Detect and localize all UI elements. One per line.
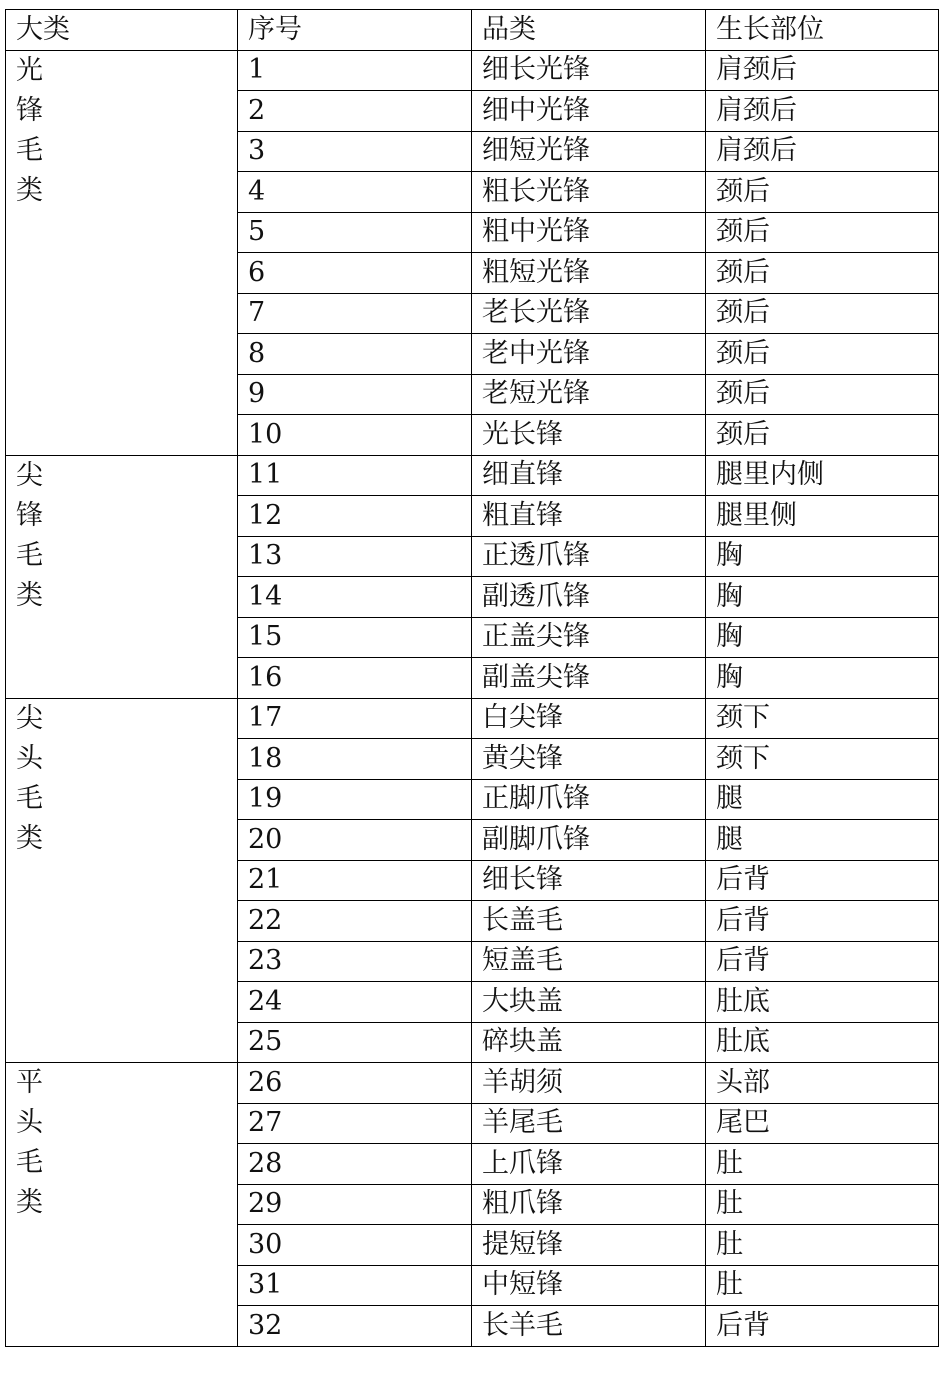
variety-cell: 正脚爪锋 [472,779,706,820]
variety-cell: 光长锋 [472,415,706,456]
growth-location-cell: 肚 [706,1225,939,1266]
variety-cell: 黄尖锋 [472,739,706,780]
header-variety: 品类 [472,10,706,51]
growth-location-cell: 胸 [706,658,939,699]
category-label: 尖 头 毛 类 [16,702,43,854]
row-number: 9 [238,374,472,415]
growth-location-cell: 后背 [706,941,939,982]
row-number: 12 [238,496,472,537]
growth-location-cell: 肩颈后 [706,91,939,132]
row-number: 5 [238,212,472,253]
row-number: 30 [238,1225,472,1266]
growth-location-cell: 颈后 [706,415,939,456]
row-number: 14 [238,577,472,618]
variety-cell: 长羊毛 [472,1306,706,1347]
growth-location-cell: 肚底 [706,1022,939,1063]
header-category: 大类 [6,10,238,51]
variety-cell: 粗短光锋 [472,253,706,294]
table-body [6,50,939,1346]
growth-location-cell: 肚 [706,1184,939,1225]
row-number: 23 [238,941,472,982]
variety-cell: 副脚爪锋 [472,820,706,861]
row-number: 1 [238,50,472,91]
header-row [6,10,939,51]
growth-location-cell: 胸 [706,617,939,658]
row-number: 21 [238,860,472,901]
variety-cell: 细短光锋 [472,131,706,172]
row-number: 32 [238,1306,472,1347]
variety-cell: 短盖毛 [472,941,706,982]
growth-location-cell: 肚 [706,1144,939,1185]
variety-cell: 老中光锋 [472,334,706,375]
variety-cell: 粗中光锋 [472,212,706,253]
growth-location-cell: 后背 [706,860,939,901]
variety-cell: 大块盖 [472,982,706,1023]
row-number: 7 [238,293,472,334]
variety-cell: 粗长光锋 [472,172,706,213]
variety-cell: 副盖尖锋 [472,658,706,699]
variety-cell: 粗直锋 [472,496,706,537]
row-number: 29 [238,1184,472,1225]
growth-location-cell: 腿 [706,820,939,861]
row-number: 8 [238,334,472,375]
row-number: 20 [238,820,472,861]
table-row [6,455,939,496]
row-number: 27 [238,1103,472,1144]
category-label: 光 锋 毛 类 [16,54,43,206]
variety-cell: 白尖锋 [472,698,706,739]
variety-cell: 细长锋 [472,860,706,901]
row-number: 19 [238,779,472,820]
row-number: 25 [238,1022,472,1063]
growth-location-cell: 颈后 [706,374,939,415]
growth-location-cell: 腿里侧 [706,496,939,537]
row-number: 26 [238,1063,472,1104]
growth-location-cell: 后背 [706,1306,939,1347]
row-number: 31 [238,1265,472,1306]
row-number: 11 [238,455,472,496]
category-label: 尖 锋 毛 类 [16,459,43,611]
row-number: 24 [238,982,472,1023]
growth-location-cell: 颈后 [706,172,939,213]
row-number: 28 [238,1144,472,1185]
row-number: 2 [238,91,472,132]
variety-cell: 细直锋 [472,455,706,496]
row-number: 18 [238,739,472,780]
variety-cell: 副透爪锋 [472,577,706,618]
growth-location-cell: 腿 [706,779,939,820]
variety-cell: 细中光锋 [472,91,706,132]
row-number: 10 [238,415,472,456]
row-number: 15 [238,617,472,658]
growth-location-cell: 胸 [706,536,939,577]
variety-cell: 中短锋 [472,1265,706,1306]
category-cell [6,455,238,698]
row-number: 3 [238,131,472,172]
variety-cell: 上爪锋 [472,1144,706,1185]
table-row [6,50,939,91]
growth-location-cell: 后背 [706,901,939,942]
category-cell [6,1063,238,1347]
variety-cell: 粗爪锋 [472,1184,706,1225]
growth-location-cell: 胸 [706,577,939,618]
variety-cell: 碎块盖 [472,1022,706,1063]
category-cell [6,698,238,1063]
category-label: 平 头 毛 类 [16,1067,43,1218]
variety-cell: 正盖尖锋 [472,617,706,658]
growth-location-cell: 肚 [706,1265,939,1306]
header-growth-location: 生长部位 [706,10,939,51]
row-number: 13 [238,536,472,577]
growth-location-cell: 颈后 [706,253,939,294]
growth-location-cell: 腿里内侧 [706,455,939,496]
growth-location-cell: 尾巴 [706,1103,939,1144]
hair-classification-table [5,9,939,1347]
variety-cell: 提短锋 [472,1225,706,1266]
growth-location-cell: 颈后 [706,293,939,334]
row-number: 4 [238,172,472,213]
growth-location-cell: 肩颈后 [706,131,939,172]
row-number: 22 [238,901,472,942]
growth-location-cell: 颈下 [706,698,939,739]
row-number: 17 [238,698,472,739]
row-number: 6 [238,253,472,294]
category-cell [6,50,238,455]
row-number: 16 [238,658,472,699]
growth-location-cell: 头部 [706,1063,939,1104]
growth-location-cell: 肚底 [706,982,939,1023]
table-row [6,1063,939,1104]
variety-cell: 正透爪锋 [472,536,706,577]
growth-location-cell: 肩颈后 [706,50,939,91]
growth-location-cell: 颈后 [706,212,939,253]
variety-cell: 羊胡须 [472,1063,706,1104]
variety-cell: 老短光锋 [472,374,706,415]
variety-cell: 长盖毛 [472,901,706,942]
growth-location-cell: 颈下 [706,739,939,780]
variety-cell: 细长光锋 [472,50,706,91]
variety-cell: 老长光锋 [472,293,706,334]
table-row [6,698,939,739]
growth-location-cell: 颈后 [706,334,939,375]
header-number: 序号 [238,10,472,51]
variety-cell: 羊尾毛 [472,1103,706,1144]
